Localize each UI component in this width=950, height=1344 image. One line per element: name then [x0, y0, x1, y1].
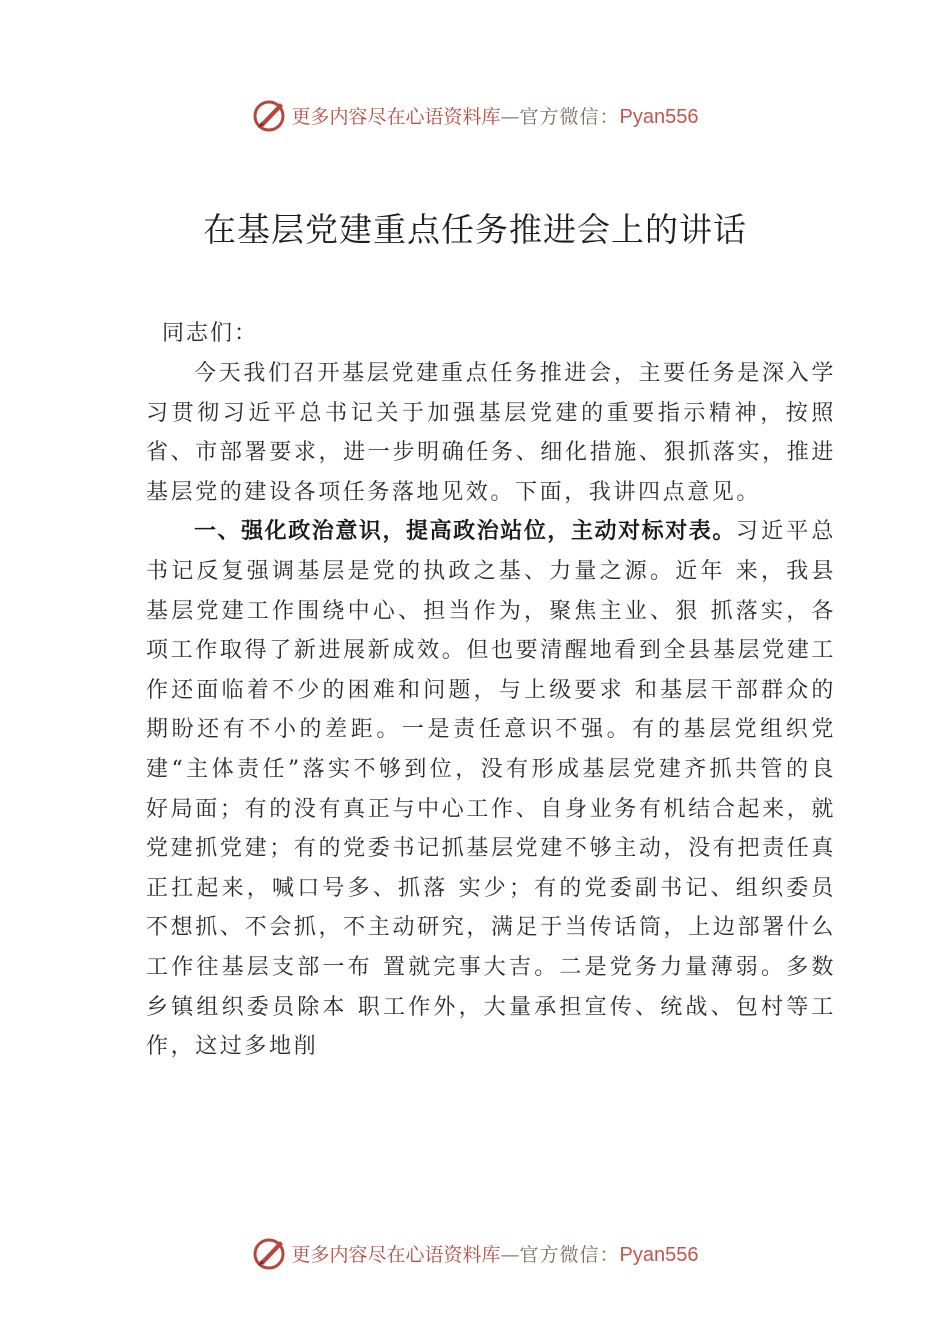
salutation: 同志们： — [162, 321, 259, 346]
section-1-body: 习近平总书记反复强调基层是党的执政之基、力量之源。近年 来，我县基层党建工作围绕中心、担当作为，聚焦主业、狠 抓落实，各项工作取得了新进展新成效。但也要清醒地看到全县基层党建工作还面临着不少的困难和问题，与上级要求 和基层干部群众的期盼还有不小的差距。一是责任意识不强。有的基层党组织党建“主体责任”落实不够到位，没有形成基层党建齐抓共管的良好局面；有的没有真正与中心工作、自身业务有机结合起来，就党建抓党建；有的党委书记抓基层党建不够主动，没有把责任真正扛起来，喊口号多、抓落 实少；有的党委副书记、组织委员不想抓、不会抓，不主动研究，满足于当传话筒，上边部署什么工作往基层支部一布 置就完事大吉。二是党务力量薄弱。多数乡镇组织委员除本 职工作外，大量承担宣传、统战、包村等工作，这过多地削 — [146, 519, 836, 1060]
watermark-banner-top — [0, 95, 950, 135]
document-title: 在基层党建重点任务推进会上的讲话 — [203, 210, 747, 249]
pen-logo-icon — [252, 1235, 288, 1271]
watermark-site-text: 更多内容尽在心语资料库 — [291, 105, 501, 128]
document-body — [146, 354, 836, 1067]
section-1-paragraph — [146, 512, 836, 1066]
section-1-heading: 一、强化政治意识，提高政治站位，主动对标对表。 — [194, 519, 736, 545]
watermark-banner-bottom — [0, 1233, 950, 1273]
intro-paragraph: 今天我们召开基层党建重点任务推进会，主要任务是深入学习贯彻习近平总书记关于加强基层党建的重要指示精神，按照省、市部署要求，进一步明确任务、细化措施、狠抓落实，推进基层党的建设各项任务落地见效。下面，我讲四点意见。 — [146, 361, 836, 505]
watermark-wechat-id: Pyan556 — [619, 1243, 699, 1266]
watermark-wechat-label: 官方微信： — [519, 1243, 620, 1266]
watermark-wechat-id: Pyan556 — [619, 105, 699, 128]
watermark-separator: — — [500, 105, 520, 128]
watermark-wechat-label: 官方微信： — [519, 105, 620, 128]
watermark-separator: — — [500, 1243, 520, 1266]
pen-logo-icon — [252, 97, 288, 133]
watermark-site-text: 更多内容尽在心语资料库 — [291, 1243, 501, 1266]
